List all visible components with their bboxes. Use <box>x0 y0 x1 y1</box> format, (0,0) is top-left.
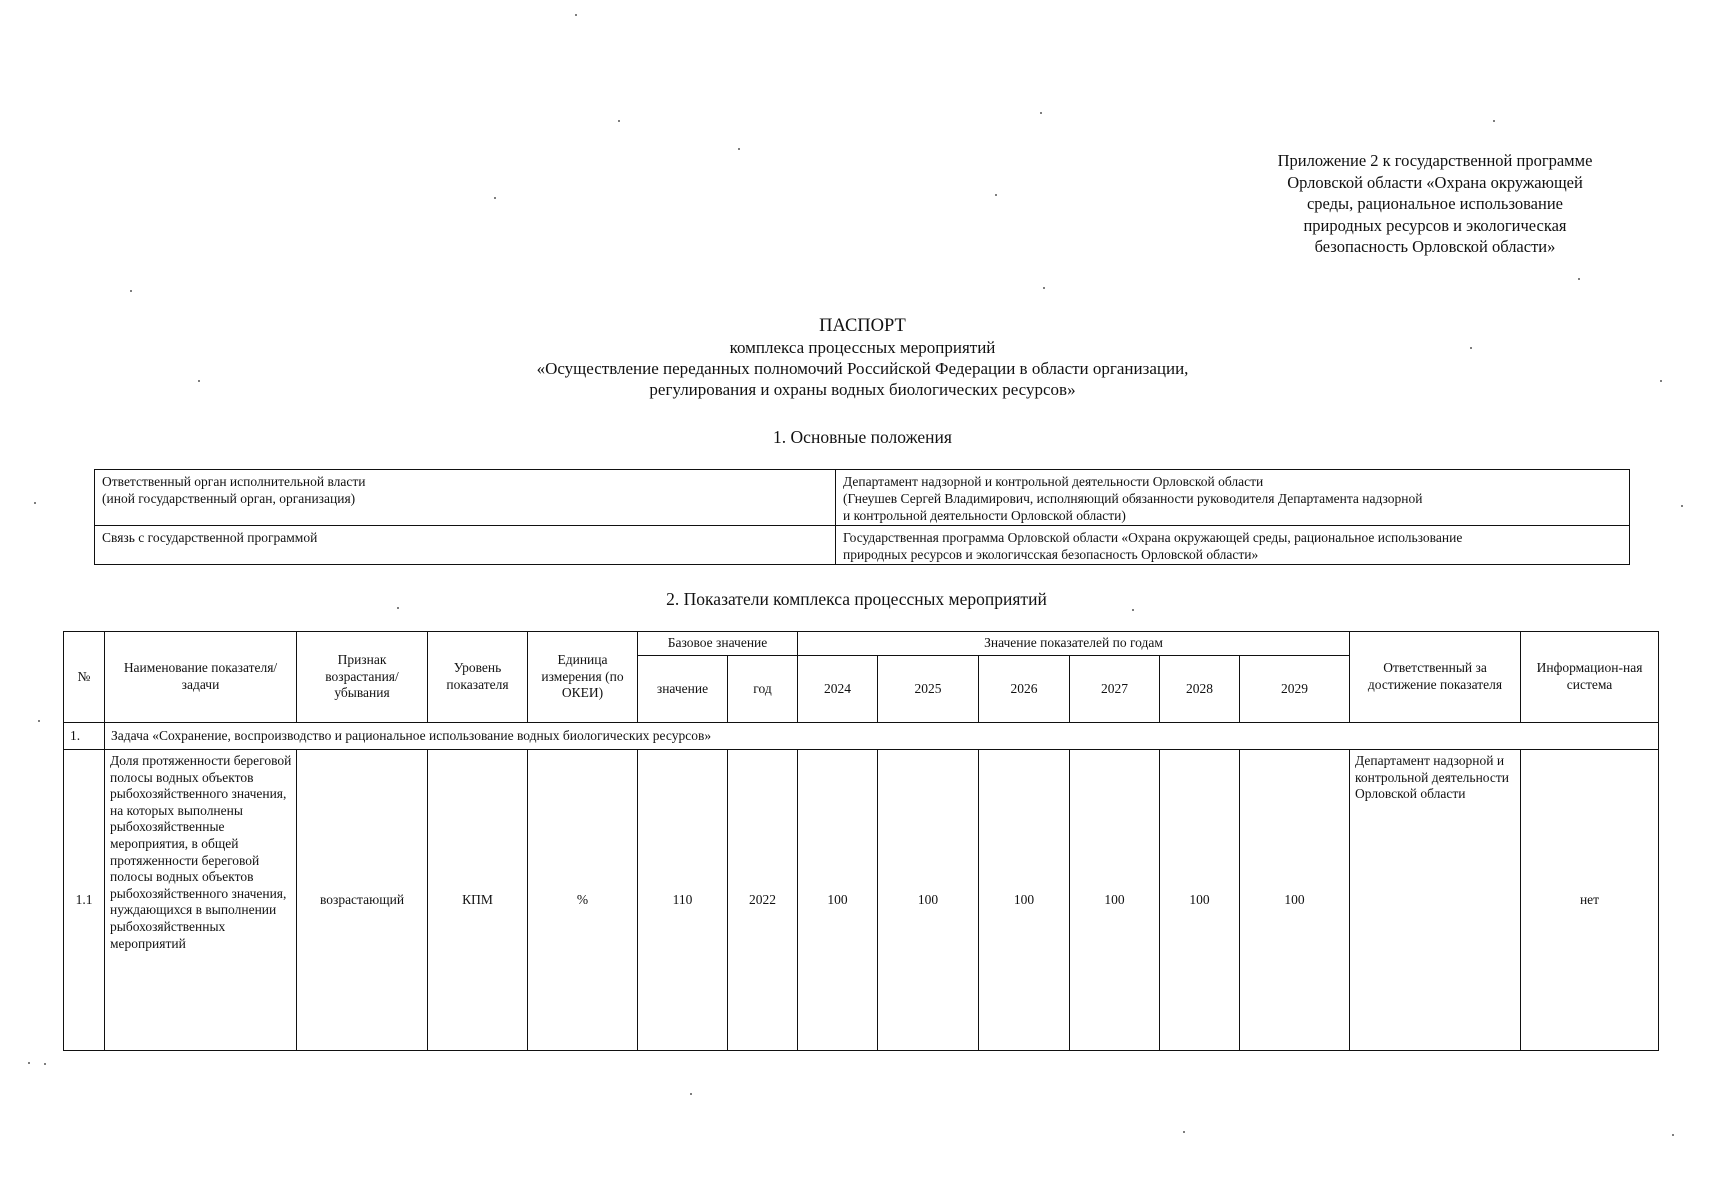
scan-speck <box>1672 1134 1674 1136</box>
provision-value <box>836 526 1630 565</box>
scan-speck <box>130 290 132 292</box>
header-num: № <box>64 632 105 723</box>
indicator-sign: возрастающий <box>297 750 428 1051</box>
scan-speck <box>38 720 40 722</box>
indicator-level: КПМ <box>428 750 528 1051</box>
provision-value-line: Департамент надзорной и контрольной деятельности Орловской области <box>843 474 1264 489</box>
scan-speck <box>1040 112 1042 114</box>
scan-speck <box>738 148 740 150</box>
header-year-2025: 2025 <box>878 656 979 723</box>
indicator-responsible: Департамент надзорной и контрольной деятельности Орловской области <box>1350 750 1521 1051</box>
scan-speck <box>1681 505 1683 507</box>
passport-title: ПАСПОРТ <box>819 316 906 336</box>
scan-speck <box>575 14 577 16</box>
indicator-value-2026: 100 <box>979 750 1070 1051</box>
header-info-system: Информацион-ная система <box>1521 632 1659 723</box>
header-year-2027: 2027 <box>1070 656 1160 723</box>
scan-speck <box>397 607 399 609</box>
scan-speck <box>1132 609 1134 611</box>
header-responsible: Ответственный за достижение показателя <box>1350 632 1521 723</box>
header-years-group: Значение показателей по годам <box>798 632 1350 656</box>
indicator-info-system: нет <box>1521 750 1659 1051</box>
header-unit: Единица измерения (по ОКЕИ) <box>528 632 638 723</box>
appendix-line: Орловской области «Охрана окружающей <box>1287 172 1583 192</box>
indicator-value-2024: 100 <box>798 750 878 1051</box>
scan-speck <box>1493 120 1495 122</box>
scan-speck <box>44 1063 46 1065</box>
indicator-base-year: 2022 <box>728 750 798 1051</box>
provision-value <box>836 470 1630 526</box>
scan-speck <box>1470 347 1472 349</box>
scan-speck <box>34 502 36 504</box>
indicator-value-2028: 100 <box>1160 750 1240 1051</box>
indicator-value-2029: 100 <box>1240 750 1350 1051</box>
scan-speck <box>995 194 997 196</box>
provision-label <box>95 526 836 565</box>
task-num: 1. <box>64 723 105 750</box>
appendix-line: Приложение 2 к государственной программе <box>1277 151 1593 170</box>
header-base-year: год <box>728 656 798 723</box>
section1-heading: 1. Основные положения <box>773 427 952 447</box>
indicator-value-2027: 100 <box>1070 750 1160 1051</box>
header-year-2029: 2029 <box>1240 656 1350 723</box>
header-base-value: значение <box>638 656 728 723</box>
section2-heading: 2. Показатели комплекса процессных мероприятий <box>666 589 1047 609</box>
main-provisions-table <box>94 469 1630 565</box>
provision-label-line: Связь с государственной программой <box>102 530 318 545</box>
header-year-2026: 2026 <box>979 656 1070 723</box>
provision-label-line: (иной государственный орган, организация) <box>102 491 356 506</box>
appendix-note <box>1235 150 1635 258</box>
indicator-name: Доля протяженности береговой полосы водных объектов рыбохозяйственного значения, на которых выполнены рыбохозяйственные мероприятия, в общей протяженности береговой полосы водных объектов рыбохозяйственного значения, нуждающихся в выполнении рыбохозяйственных мероприятий <box>105 750 297 1051</box>
indicator-row <box>64 750 1659 1051</box>
appendix-line: среды, рациональное использование <box>1306 194 1563 213</box>
scan-speck <box>1043 287 1045 289</box>
appendix-line: безопасность Орловской области» <box>1314 237 1556 256</box>
header-year-2024: 2024 <box>798 656 878 723</box>
scan-speck <box>494 197 496 199</box>
indicator-base-value: 110 <box>638 750 728 1051</box>
provision-value-line: Государственная программа Орловской области «Охрана окружающей среды, рациональное использование <box>843 530 1463 545</box>
provision-label <box>95 470 836 526</box>
scan-speck <box>1660 380 1662 382</box>
passport-header <box>0 316 1713 400</box>
table-row <box>95 526 1630 565</box>
task-text: Задача «Сохранение, воспроизводство и рациональное использование водных биологических ресурсов» <box>105 723 1659 750</box>
provision-label-line: Ответственный орган исполнительной власти <box>102 474 366 489</box>
indicator-num: 1.1 <box>64 750 105 1051</box>
task-row <box>64 723 1659 750</box>
provision-value-line: и контрольной деятельности Орловской области) <box>843 508 1126 523</box>
scan-speck <box>198 380 200 382</box>
appendix-line: природных ресурсов и экологическая <box>1303 215 1567 235</box>
header-base-group: Базовое значение <box>638 632 798 656</box>
scan-speck <box>1183 1131 1185 1133</box>
scan-speck <box>690 1093 692 1095</box>
scan-speck <box>1578 278 1580 280</box>
scan-speck <box>618 120 620 122</box>
scan-speck <box>28 1062 30 1064</box>
complex-name-line: «Осуществление переданных полномочий Российской Федерации в области организации, <box>536 359 1189 378</box>
indicators-table <box>63 631 1659 1051</box>
indicator-value-2025: 100 <box>878 750 979 1051</box>
provision-value-line: (Гнеушев Сергей Владимирович, исполняющий обязанности руководителя Департамента надзорной <box>843 491 1423 506</box>
header-name: Наименование показателя/ задачи <box>105 632 297 723</box>
passport-subtitle: комплекса процессных мероприятий <box>729 338 996 357</box>
provision-value-line: природных ресурсов и экологичсская безопасность Орловской области» <box>843 547 1259 562</box>
table-row <box>95 470 1630 526</box>
header-sign: Признак возрастания/ убывания <box>297 632 428 723</box>
header-level: Уровень показателя <box>428 632 528 723</box>
complex-name-line: регулирования и охраны водных биологических ресурсов» <box>649 380 1076 399</box>
header-row <box>64 632 1659 656</box>
header-year-2028: 2028 <box>1160 656 1240 723</box>
indicator-unit: % <box>528 750 638 1051</box>
